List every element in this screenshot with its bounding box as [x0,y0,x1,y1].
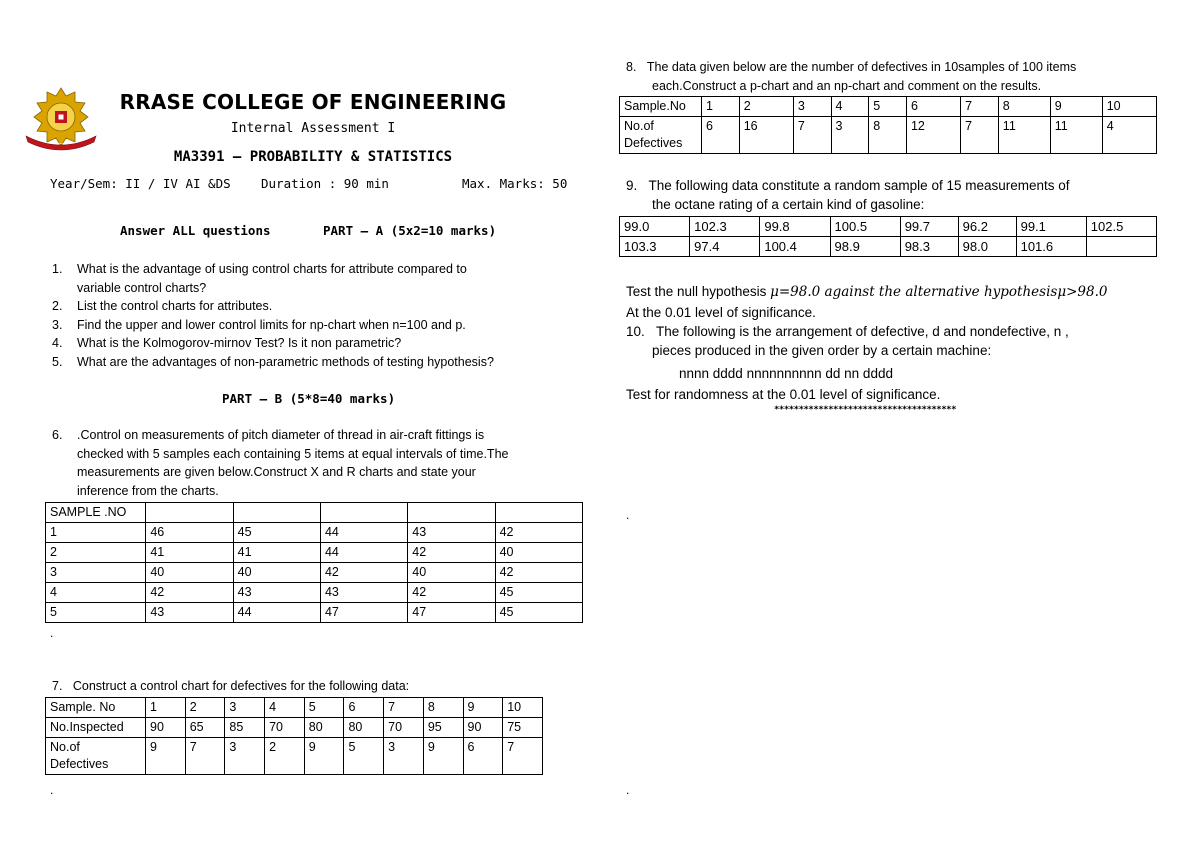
table-cell: 8 [423,698,463,718]
table-cell [408,503,495,523]
table-cell: 65 [185,718,225,738]
table-cell: 8 [998,97,1050,117]
table-cell: 42 [495,563,582,583]
question-8: 8. The data given below are the number of defectives in 10samples of 100 items each.Construct a p-chart and an np-chart and comment on the results. [626,60,1077,93]
table-cell: SAMPLE .NO [46,503,146,523]
table-row [620,97,1157,117]
table-cell: 6 [906,97,960,117]
table-cell: 3 [384,738,424,775]
table-cell: 2 [739,97,793,117]
table-cell: 98.3 [900,237,958,257]
table-cell: 45 [495,583,582,603]
table-cell: 9 [146,738,186,775]
college-logo [24,86,98,152]
table-cell [1086,237,1156,257]
table-cell: 8 [869,117,907,154]
q9-hypothesis: Test the null hypothesis μ=98.0 against the alternative hypothesisμ>98.0 [626,284,1108,300]
table-cell: 43 [408,523,495,543]
table-cell: 3 [831,117,869,154]
table-cell: 12 [906,117,960,154]
table-cell: 70 [265,718,305,738]
table-cell: 98.0 [958,237,1016,257]
table-cell: 75 [503,718,543,738]
table-cell: 4 [46,583,146,603]
table-cell: 11 [998,117,1050,154]
table-cell: 4 [831,97,869,117]
part-b-title: PART – B (5*8=40 marks) [222,391,396,406]
table-cell: 42 [408,583,495,603]
table-cell: 1 [702,97,740,117]
max-marks: Max. Marks: 50 [462,176,568,191]
table-cell: 102.3 [690,217,760,237]
table-cell: 1 [46,523,146,543]
table-cell: 96.2 [958,217,1016,237]
table-cell: 3 [793,97,831,117]
table-cell: 4 [1102,117,1156,154]
dot-marker: . [50,626,54,640]
table-cell: 7 [384,698,424,718]
table-cell: 10 [503,698,543,718]
table-cell: 97.4 [690,237,760,257]
table-cell: 80 [304,718,344,738]
table-cell: 45 [233,523,320,543]
table-cell: 9 [423,738,463,775]
table-cell: 6 [702,117,740,154]
table-cell: 44 [320,523,407,543]
table-cell: 43 [320,583,407,603]
table-cell: 2 [185,698,225,718]
table-cell: 7 [503,738,543,775]
table-cell: 41 [146,543,233,563]
dot-marker: . [626,783,630,797]
table-cell: 47 [320,603,407,623]
table-cell: 90 [463,718,503,738]
table-cell: 3 [225,698,265,718]
q7-table [45,697,543,775]
q6-table [45,502,583,623]
question-6: 6. .Control on measurements of pitch diameter of thread in air-craft fittings is checked with 5 samples each containing 5 items at equal intervals of time.The measurements are given below.Construct X and R charts and state your inference from the charts. [52,428,509,498]
q9-level: At the 0.01 level of significance. [626,305,816,320]
end-marker: ************************************* [774,405,956,415]
table-cell: 40 [495,543,582,563]
table-cell: 5 [344,738,384,775]
table-cell: 3 [46,563,146,583]
table-row [46,583,583,603]
table-cell: 42 [146,583,233,603]
table-cell: 5 [869,97,907,117]
table-cell [233,503,320,523]
table-cell: No.Inspected [46,718,146,738]
table-cell: 45 [495,603,582,623]
table-cell: 7 [961,97,999,117]
table-cell: 100.4 [760,237,830,257]
question-4: 4. What is the Kolmogorov-mirnov Test? Is it non parametric? [52,336,402,350]
table-cell: 42 [320,563,407,583]
table-cell: 40 [146,563,233,583]
table-cell: 99.0 [620,217,690,237]
table-cell: 7 [961,117,999,154]
svg-text:~~~~~~~~~~~~~~: ~~~~~~~~~~~~~~ [35,137,89,148]
table-cell: 42 [495,523,582,543]
table-cell: 7 [793,117,831,154]
table-row [46,563,583,583]
table-row [46,738,543,775]
q9-table [619,216,1157,257]
question-2: 2. List the control charts for attributes. [52,299,273,313]
table-cell: 5 [46,603,146,623]
college-name: RRASE COLLEGE OF ENGINEERING [119,90,507,114]
q10-test: Test for randomness at the 0.01 level of significance. [626,387,941,402]
table-cell [146,503,233,523]
table-cell: 46 [146,523,233,543]
table-cell: 85 [225,718,265,738]
table-row [46,543,583,563]
table-cell: 99.1 [1016,217,1086,237]
table-row [620,117,1157,154]
dot-marker: . [50,783,54,797]
table-row [620,217,1157,237]
table-row [46,603,583,623]
table-cell: 2 [265,738,305,775]
table-cell: 44 [233,603,320,623]
question-3: 3. Find the upper and lower control limits for np-chart when n=100 and p. [52,317,466,332]
table-row [46,718,543,738]
table-cell: 6 [463,738,503,775]
table-cell: 11 [1050,117,1102,154]
part-a-questions [52,260,582,371]
year-sem: Year/Sem: II / IV AI &DS [50,176,231,191]
q8-table [619,96,1157,154]
table-cell: 43 [146,603,233,623]
table-cell: 42 [408,543,495,563]
table-cell: 98.9 [830,237,900,257]
table-cell: Sample. No [46,698,146,718]
exam-title: Internal Assessment I [230,121,396,136]
question-9: 9. The following data constitute a random sample of 15 measurements of the octane rating of a certain kind of gasoline: [626,178,1070,212]
table-cell: 9 [1050,97,1102,117]
question-7: 7. Construct a control chart for defectives for the following data: [52,679,410,693]
table-cell: 44 [320,543,407,563]
table-cell: 95 [423,718,463,738]
table-cell: 102.5 [1086,217,1156,237]
table-cell: 70 [384,718,424,738]
table-row [46,698,543,718]
table-cell: 103.3 [620,237,690,257]
table-cell: 80 [344,718,384,738]
table-cell: 6 [344,698,384,718]
table-cell: 9 [463,698,503,718]
question-1: 1. What is the advantage of using control charts for attribute compared to variable control charts? [52,262,467,295]
table-cell: 40 [408,563,495,583]
q10-sequence: nnnn dddd nnnnnnnnnn dd nn dddd [679,366,893,381]
table-row [46,523,583,543]
subject-title: MA3391 – PROBABILITY & STATISTICS [173,149,453,165]
table-cell: 43 [233,583,320,603]
table-row [620,237,1157,257]
part-a-title: PART – A (5x2=10 marks) [323,223,497,238]
table-cell: 99.8 [760,217,830,237]
table-cell: 40 [233,563,320,583]
dot-marker: . [626,508,630,522]
table-cell: 16 [739,117,793,154]
table-cell: 100.5 [830,217,900,237]
table-cell: 47 [408,603,495,623]
table-cell [320,503,407,523]
table-cell: 9 [304,738,344,775]
table-cell: Sample.No [620,97,702,117]
table-cell: 4 [265,698,305,718]
table-cell: 1 [146,698,186,718]
table-cell: 2 [46,543,146,563]
question-5: 5. What are the advantages of non-parametric methods of testing hypothesis? [52,354,494,369]
table-cell: No.of Defectives [620,117,702,154]
duration: Duration : 90 min [261,176,389,191]
table-cell: 99.7 [900,217,958,237]
table-cell: 5 [304,698,344,718]
table-cell [495,503,582,523]
table-cell: 7 [185,738,225,775]
table-cell: 10 [1102,97,1156,117]
table-cell: 101.6 [1016,237,1086,257]
part-a-instruction: Answer ALL questions [120,223,271,238]
table-cell: No.of Defectives [46,738,146,775]
table-cell: 90 [146,718,186,738]
table-cell: 41 [233,543,320,563]
table-cell: 3 [225,738,265,775]
table-row [46,503,583,523]
question-10: 10. The following is the arrangement of defective, d and nondefective, n , pieces produced in the given order by a certain machine: [626,324,1069,358]
